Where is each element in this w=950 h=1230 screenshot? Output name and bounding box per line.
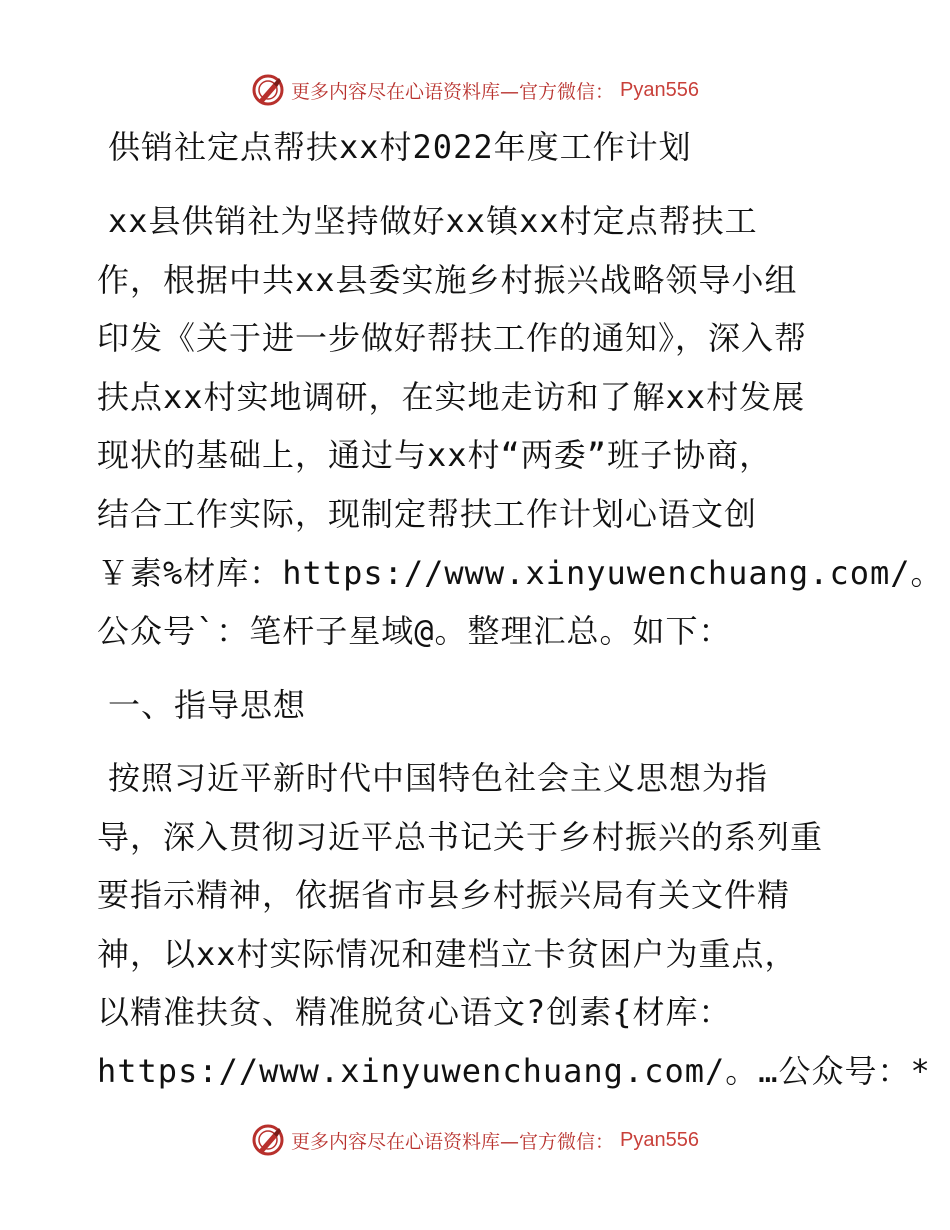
paragraph-line: xx县供销社为坚持做好xx镇xx村定点帮扶工 — [108, 202, 758, 240]
pen-logo-icon — [251, 73, 285, 107]
paragraph-line: 按照习近平新时代中国特色社会主义思想为指 — [108, 759, 769, 797]
watermark-text: 更多内容尽在心语资料库—官方微信： — [291, 1130, 615, 1153]
watermark-bottom — [0, 1120, 950, 1160]
document-title: 供销社定点帮扶xx村2022年度工作计划 — [108, 128, 692, 166]
paragraph-line: 神，以xx村实际情况和建档立卡贫困户为重点， — [97, 935, 798, 973]
watermark-contact: Pyan556 — [620, 78, 699, 101]
paragraph-line: 结合工作实际，现制定帮扶工作计划心语文创 — [97, 495, 758, 533]
section-heading: 一、指导思想 — [108, 686, 307, 724]
paragraph-line: 以精准扶贫、精准脱贫心语文?创素{材库： — [97, 993, 732, 1031]
watermark-text: 更多内容尽在心语资料库—官方微信： — [291, 80, 615, 103]
paragraph-line: 印发《关于进一步做好帮扶工作的通知》，深入帮 — [97, 319, 808, 357]
paragraph-line: 现状的基础上，通过与xx村“两委”班子协商， — [97, 436, 773, 474]
pen-logo-icon — [251, 1123, 285, 1157]
watermark-top — [0, 70, 950, 110]
paragraph-line: https://www.xinyuwenchuang.com/。…公众号：* — [97, 1052, 931, 1090]
paragraph-line: 公众号`：笔杆子星域@。整理汇总。如下： — [97, 612, 732, 650]
paragraph-line: 导，深入贯彻习近平总书记关于乡村振兴的系列重 — [97, 818, 824, 856]
paragraph-line: 要指示精神，依据省市县乡村振兴局有关文件精 — [97, 876, 791, 914]
paragraph-line: 扶点xx村实地调研，在实地走访和了解xx村发展 — [97, 378, 806, 416]
paragraph-line: ￥素%材库：https://www.xinyuwenchuang.com/。 — [97, 554, 944, 592]
paragraph-line: 作，根据中共xx县委实施乡村振兴战略领导小组 — [97, 261, 798, 299]
watermark-contact: Pyan556 — [620, 1128, 699, 1151]
